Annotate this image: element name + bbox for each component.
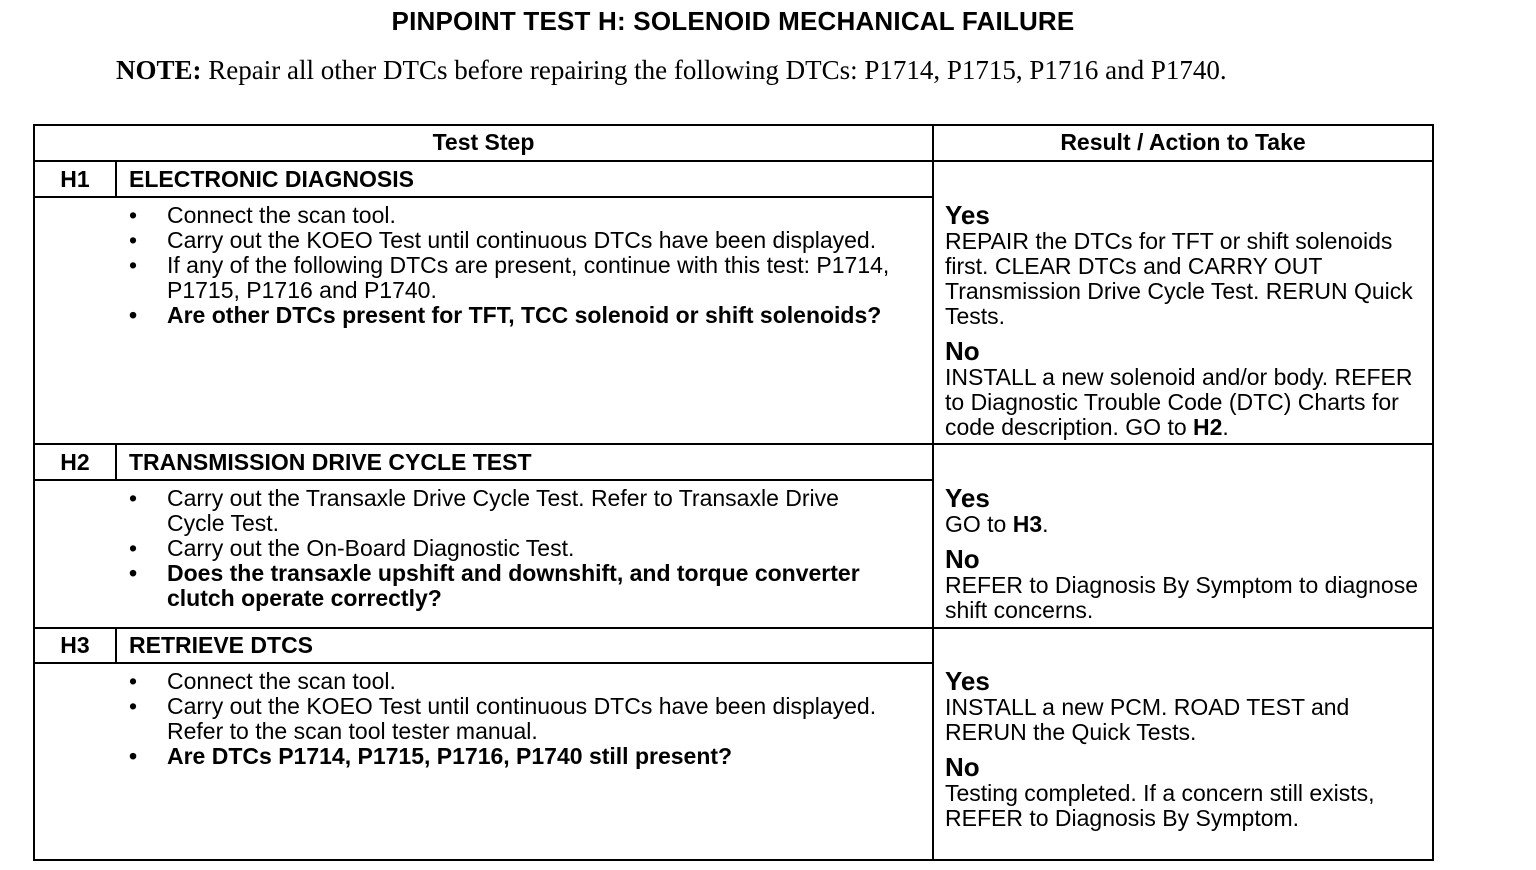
yes-label: Yes	[945, 483, 990, 513]
no-label: No	[945, 752, 980, 782]
header-result-action: Result / Action to Take	[1060, 129, 1306, 155]
note-text: Repair all other DTCs before repairing the following DTCs: P1714, P1715, P1716 and P1740.	[201, 55, 1227, 85]
step-question: • Does the transaxle upshift and downshift, and torque converter clutch operate correctly?	[119, 561, 899, 611]
step-question: • Are other DTCs present for TFT, TCC solenoid or shift solenoids?	[119, 303, 899, 328]
step-bullet: • If any of the following DTCs are present, continue with this test: P1714, P1715, P1716 and P1740.	[119, 253, 899, 303]
yes-action-end: .	[1042, 511, 1049, 537]
no-label: No	[945, 544, 980, 574]
step-instructions	[119, 669, 899, 769]
step-code: H3	[60, 632, 90, 658]
step-reference: H2	[1193, 414, 1223, 440]
pinpoint-test-table	[33, 124, 1434, 861]
result-cell	[945, 667, 1429, 839]
step-bullet: • Carry out the KOEO Test until continuous DTCs have been displayed. Refer to the scan tool tester manual.	[119, 694, 899, 744]
step-instructions	[119, 486, 899, 611]
page-title: PINPOINT TEST H: SOLENOID MECHANICAL FAILURE	[391, 6, 1075, 36]
yes-label: Yes	[945, 200, 990, 230]
step-title-divider	[35, 479, 932, 481]
code-divider	[115, 160, 117, 197]
step-instructions	[119, 203, 899, 328]
step-bullet: • Carry out the KOEO Test until continuous DTCs have been displayed.	[119, 228, 899, 253]
no-label: No	[945, 336, 980, 366]
no-action-end: .	[1222, 414, 1229, 440]
header-test-step: Test Step	[432, 129, 535, 155]
step-title: ELECTRONIC DIAGNOSIS	[129, 166, 414, 192]
header-divider	[35, 160, 1432, 162]
step-bullet: • Connect the scan tool.	[119, 669, 899, 694]
step-bullet: • Carry out the Transaxle Drive Cycle Test. Refer to Transaxle Drive Cycle Test.	[119, 486, 899, 536]
code-divider	[115, 443, 117, 480]
column-divider	[932, 126, 934, 859]
step-code: H2	[60, 449, 90, 475]
note-paragraph	[116, 55, 1331, 86]
step-question: • Are DTCs P1714, P1715, P1716, P1740 still present?	[119, 744, 899, 769]
step-bullet: • Connect the scan tool.	[119, 203, 899, 228]
no-action: REFER to Diagnosis By Symptom to diagnose shift concerns.	[945, 572, 1418, 623]
no-action-text: INSTALL a new solenoid and/or body. REFER to Diagnostic Trouble Code (DTC) Charts for code description. GO to	[945, 364, 1413, 440]
yes-action	[945, 512, 1429, 537]
step-title: RETRIEVE DTCS	[129, 632, 314, 658]
no-action	[945, 365, 1429, 440]
result-cell	[945, 484, 1429, 631]
yes-action-text: GO to	[945, 511, 1013, 537]
no-action: Testing completed. If a concern still exists, REFER to Diagnosis By Symptom.	[945, 780, 1375, 831]
note-label: NOTE:	[116, 55, 202, 85]
result-cell	[945, 201, 1429, 448]
step-title: TRANSMISSION DRIVE CYCLE TEST	[129, 449, 532, 475]
yes-action: REPAIR the DTCs for TFT or shift solenoids first. CLEAR DTCs and CARRY OUT Transmission Drive Cycle Test. RERUN Quick Tests.	[945, 228, 1413, 329]
step-title-divider	[35, 196, 932, 198]
step-code: H1	[60, 166, 90, 192]
yes-action: INSTALL a new PCM. ROAD TEST and RERUN the Quick Tests.	[945, 694, 1350, 745]
step-reference: H3	[1012, 511, 1043, 537]
step-title-divider	[35, 662, 932, 664]
step-bullet: • Carry out the On-Board Diagnostic Test.	[119, 536, 899, 561]
code-divider	[115, 627, 117, 664]
yes-label: Yes	[945, 666, 990, 696]
